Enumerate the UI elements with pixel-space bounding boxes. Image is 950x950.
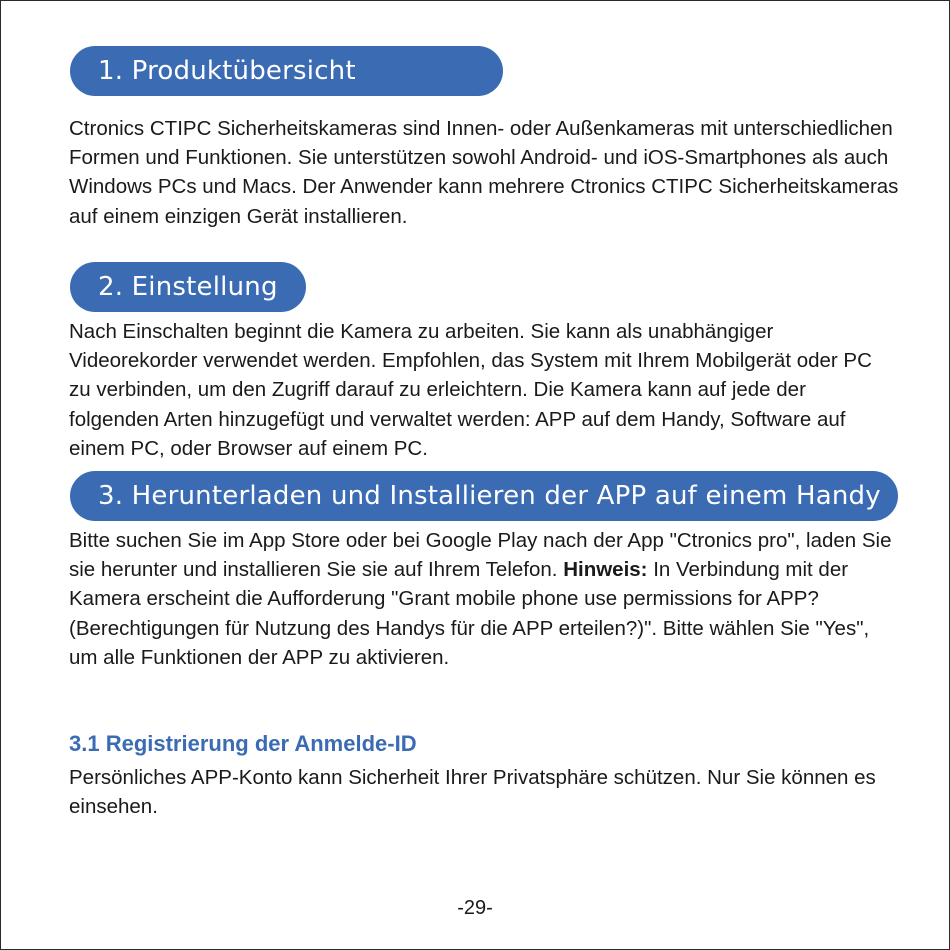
page-number: -29- [457,897,493,919]
section-3-1-heading: 3.1 Registrierung der Anmelde-ID [69,731,417,756]
note-label: Hinweis: [563,558,648,582]
section-2-text: Nach Einschalten beginnt die Kamera zu arbeiten. Sie kann als unabhängiger Videorekorder verwendet werden. Empfohlen, das System mit Ihrem Mobilgerät oder PC zu verbinden, um den Zugriff darauf zu erleichtern. Die Kamera kann auf jede der folgenden Arten hinzugefügt und verwaltet werden: APP auf dem Handy, Software auf einem PC, oder Browser auf einem PC. [69,320,872,460]
section-2-heading: 2. Einstellung [70,262,306,312]
section-1-text: Ctronics CTIPC Sicherheitskameras sind Innen- oder Außenkameras mit unterschiedlichen Formen und Funktionen. Sie unterstützen sowohl Android- und iOS-Smartphones als auch Windows PCs und Macs. Der Anwender kann mehrere Ctronics CTIPC Sicherheitskameras auf einem einzigen Gerät installieren. [69,117,899,228]
note-text: In Verbindung mit der Kamera erscheint die Aufforderung "Grant mobile phone use permissions for APP? (Berechtigungen für Nutzung des Handys für die APP erteilen?)". Bitte wählen Sie "Yes", um alle Funktionen der APP zu aktivieren. [69,558,870,669]
section-3-body [69,526,899,672]
section-3-text: Bitte suchen Sie im App Store oder bei Google Play nach der App "Ctronics pro", laden Sie sie herunter und installieren Sie sie auf Ihrem Telefon. [69,529,892,582]
section-1-heading: 1. Produktübersicht [70,46,503,96]
section-3-heading: 3. Herunterladen und Installieren der APP auf einem Handy [70,471,898,521]
section-3-1-text: Persönliches APP-Konto kann Sicherheit Ihrer Privatsphäre schützen. Nur Sie können es einsehen. [69,766,876,819]
